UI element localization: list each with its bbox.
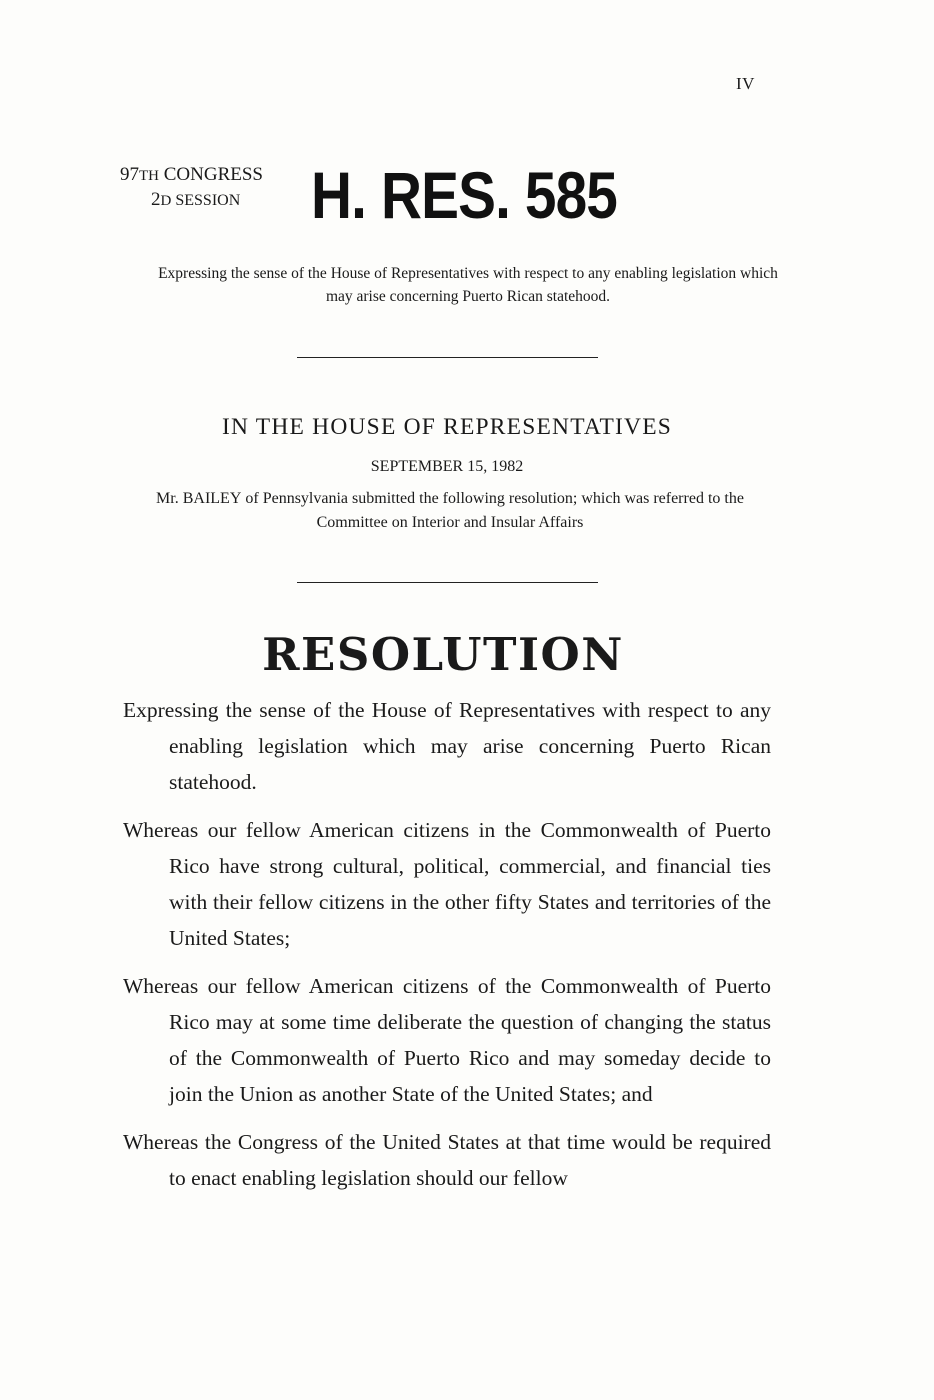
congress-number: 97 [120,164,139,185]
sponsor-text: of Pennsylvania submitted the following resolution; which was referred to the Committee on Interior and Insular Affairs [241,490,744,531]
bill-number: H. RES. 585 [311,158,618,232]
congress-suffix: TH [139,168,159,184]
session-word: SESSION [171,192,241,209]
whereas-clause: Whereas our fellow American citizens of the Commonwealth of Puerto Rico may at some time deliberate the question of changing the status of the Commonwealth of Puerto Rico and may someday decide to join the Union as another State of the United States; and [123,974,771,1106]
introduction-date: SEPTEMBER 15, 1982 [370,458,524,475]
sponsor-statement [150,487,750,535]
resolution-title: Expressing the sense of the House of Representatives with respect to any enabling legislation which may arise concerning Puerto Rican statehood. [123,698,771,794]
resolution-heading: RESOLUTION [262,628,624,681]
congress-word: CONGRESS [159,164,263,185]
session-number: 2 [151,189,161,210]
page-number: IV [736,74,755,93]
chamber-heading: IN THE HOUSE OF REPRESENTATIVES [221,414,673,440]
session-line [120,188,263,213]
session-suffix: D [160,193,172,209]
divider-rule [297,582,598,583]
sponsor-name: BAILEY [182,490,242,507]
whereas-clause: Whereas our fellow American citizens in the Commonwealth of Puerto Rico have strong cultural, political, commercial, and financial ties with their fellow citizens in the other fifty States and territories of the United States; [123,818,771,950]
resolution-body [123,692,771,1208]
sponsor-prefix: Mr. [156,490,183,507]
congress-session-label [120,163,263,213]
bill-summary: Expressing the sense of the House of Representatives with respect to any enabling legislation which may arise concerning Puerto Rican statehood. [158,265,778,305]
whereas-clause: Whereas the Congress of the United States at that time would be required to enact enabling legislation should our fellow [123,1130,771,1190]
congress-line [120,164,263,185]
divider-rule [297,357,598,358]
